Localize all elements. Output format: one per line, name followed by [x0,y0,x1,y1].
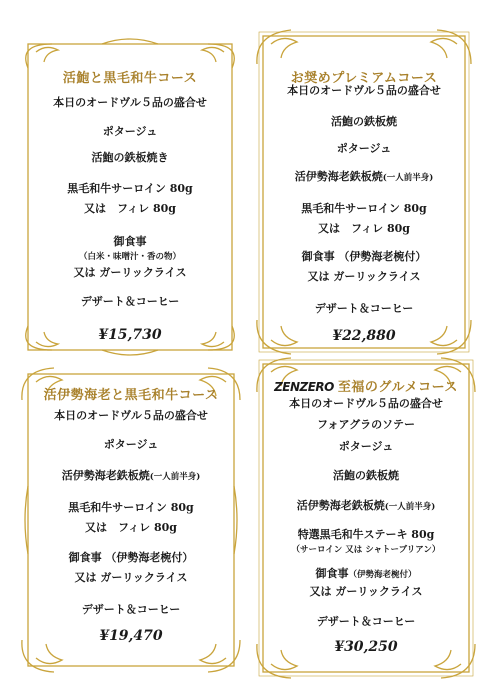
menu-item: 又は ガーリックライス [73,266,187,279]
menu-item: 御食事 （伊勢海老椀付） [68,551,194,564]
menu-item-note: （サーロイン 又は シャトーブリアン） [291,545,441,555]
menu-item-text: 活伊勢海老鉄板焼 [61,469,150,482]
menu-item-note: (一人前半身) [384,502,436,512]
course-title: お奨めプレミアムコース [290,71,438,86]
menu-item: ポタージュ [103,438,159,451]
menu-item-note: （白米・味噌汁・香の物） [78,252,181,262]
menu-item: ポタージュ [338,440,394,453]
course-panel-4 [255,356,477,680]
menu-item [255,499,477,514]
course-title: 活鮑と黒毛和牛コース [62,71,198,86]
course-price: ¥19,470 [99,628,163,644]
menu-item-note: (一人前半身) [382,173,434,183]
course-title-text: 至福のグルメコース [337,380,458,395]
menu-item [20,469,242,484]
menu-item: ポタージュ [102,125,158,138]
menu-item: 黒毛和牛サーロイン 80g [67,182,193,195]
menu-item-text: 活伊勢海老鉄板焼 [294,170,383,183]
menu-item: 本日のオードヴル５品の盛合せ [287,84,441,97]
course-price: ¥22,880 [332,328,396,344]
menu-item-text: 活伊勢海老鉄板焼 [296,499,385,512]
menu-item-text: 御食事 [315,567,349,580]
menu-item: 又は フィレ 80g [85,521,177,534]
menu-item: 活鮑の鉄板焼き [91,151,169,164]
menu-item: デザート＆コーヒー [314,302,414,315]
zenzero-logo: ZENZERO [274,380,334,394]
course-panel-1 [22,38,238,356]
menu-item: 又は ガーリックライス [307,270,421,283]
menu-item [255,170,473,185]
course-panel-2 [255,28,473,356]
menu-item: 本日のオードヴル５品の盛合せ [53,96,207,109]
menu-item: デザート＆コーヒー [81,603,181,616]
menu-item: 活鮑の鉄板焼 [333,469,399,482]
menu-item: デザート＆コーヒー [316,615,416,628]
menu-item: 又は フィレ 80g [318,222,410,235]
menu-item: 黒毛和牛サーロイン 80g [301,202,427,215]
course-price: ¥15,730 [98,327,162,343]
menu-item: 御食事 [113,235,147,248]
course-panel-3 [20,366,242,674]
menu-item-note: (一人前半身) [149,472,201,482]
menu-item: 黒毛和牛サーロイン 80g [68,501,194,514]
menu-item: ポタージュ [336,142,392,155]
menu-item: 又は ガーリックライス [309,585,423,598]
menu-item: 又は フィレ 80g [84,202,176,215]
course-title: 活伊勢海老と黒毛和牛コース [43,388,219,403]
menu-item: 特選黒毛和牛ステーキ 80g [297,528,435,541]
menu-item: 本日のオードヴル５品の盛合せ [54,409,208,422]
menu-item: デザート＆コーヒー [80,295,180,308]
menu-item: フォアグラのソテー [317,418,415,431]
menu-item [255,567,477,582]
menu-item: 御食事 （伊勢海老椀付） [301,250,427,263]
course-title [255,376,477,395]
course-price: ¥30,250 [334,639,398,655]
menu-item: 活鮑の鉄板焼 [331,115,397,128]
menu-item: 又は ガーリックライス [74,571,188,584]
menu-item: 本日のオードヴル５品の盛合せ [289,397,443,410]
menu-item-note: （伊勢海老椀付） [348,570,417,580]
